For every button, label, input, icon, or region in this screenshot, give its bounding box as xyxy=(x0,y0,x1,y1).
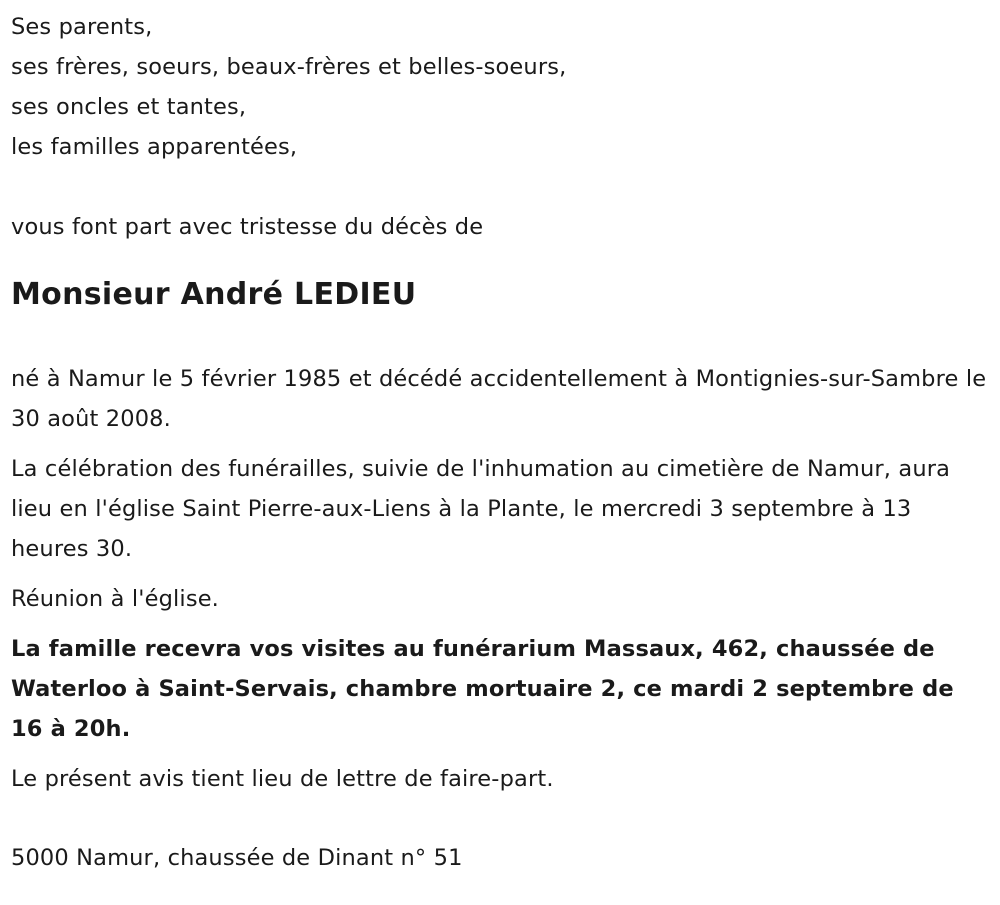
family-line-siblings: ses frères, soeurs, beaux-frères et belles-soeurs, xyxy=(11,54,567,80)
address-line: 5000 Namur, chaussée de Dinant n° 51 xyxy=(11,845,463,871)
announcement-text: vous font part avec tristesse du décès de xyxy=(11,214,484,240)
spacer xyxy=(11,799,991,838)
family-line-uncles-aunts: ses oncles et tantes, xyxy=(11,94,247,120)
family-line-parents: Ses parents, xyxy=(11,14,153,40)
visits-info: La famille recevra vos visites au funérarium Massaux, 462, chaussée de Waterloo à Saint-Servais, chambre mortuaire 2, ce mardi 2 septembre de 16 à 20h. xyxy=(11,636,954,742)
deceased-name: Monsieur André LEDIEU xyxy=(11,277,417,312)
spacer xyxy=(11,167,991,207)
ceremony-info: La célébration des funérailles, suivie de l'inhumation au cimetière de Namur, aura lieu en l'église Saint Pierre-aux-Liens à la Plante, le mercredi 3 septembre à 13 heures 30. xyxy=(11,456,951,562)
obituary-notice xyxy=(11,7,991,878)
closing-text: Le présent avis tient lieu de lettre de faire-part. xyxy=(11,766,554,792)
family-line-related-families: les familles apparentées, xyxy=(11,134,298,160)
birth-death-info: né à Namur le 5 février 1985 et décédé accidentellement à Montignies-sur-Sambre le 30 août 2008. xyxy=(11,366,987,432)
meeting-info: Réunion à l'église. xyxy=(11,586,219,612)
spacer xyxy=(11,315,991,359)
spacer xyxy=(11,247,991,275)
